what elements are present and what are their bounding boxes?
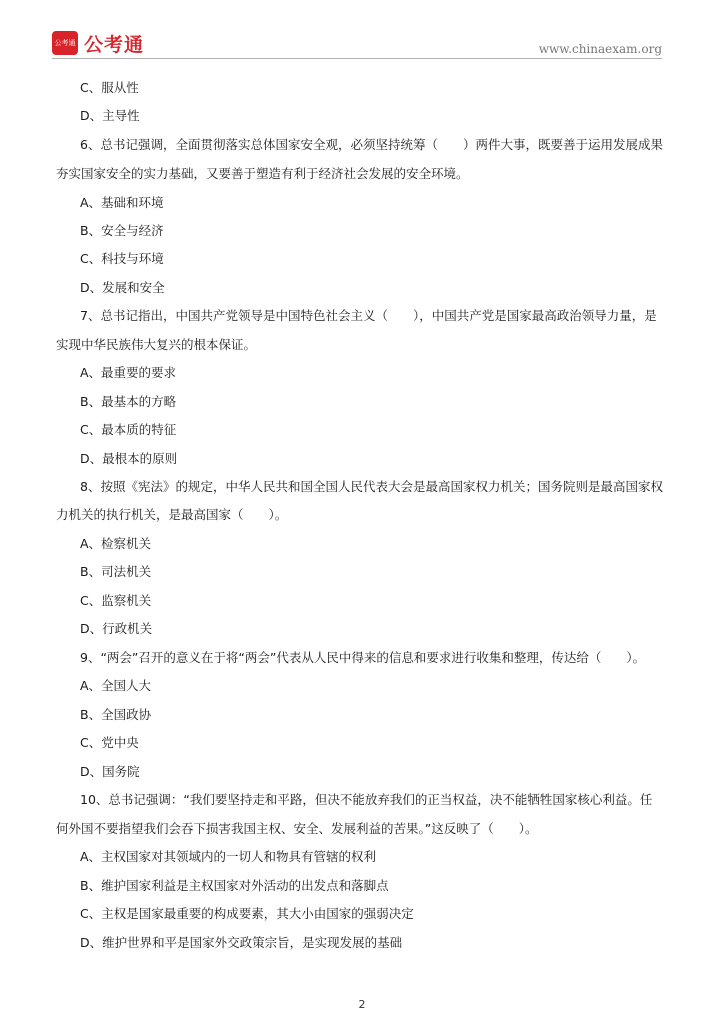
option-line: D、发展和安全: [80, 280, 165, 295]
option-line: A、基础和环境: [80, 195, 164, 210]
option-line: C、监察机关: [80, 593, 152, 608]
option-line: D、最根本的原则: [80, 451, 178, 466]
option-line: B、维护国家利益是主权国家对外活动的出发点和落脚点: [80, 878, 389, 893]
question-line: 9、“两会”召开的意义在于将“两会”代表从人民中得来的信息和要求进行收集和整理，传达给（ ）。: [80, 650, 646, 665]
site-url: www.chinaexam.org: [538, 42, 662, 56]
question-continuation: 实现中华民族伟大复兴的根本保证。: [56, 337, 257, 352]
option-line: A、检察机关: [80, 536, 152, 551]
option-line: A、主权国家对其领域内的一切人和物具有管辖的权利: [80, 849, 377, 864]
option-line: B、安全与经济: [80, 223, 164, 238]
logo-text: 公考通: [84, 34, 145, 56]
option-line: B、全国政协: [80, 707, 152, 722]
page-header: [0, 0, 724, 60]
question-line: 6、总书记强调，全面贯彻落实总体国家安全观，必须坚持统筹（ ）两件大事，既要善于运用发展成果: [80, 137, 663, 152]
option-line: C、主权是国家最重要的构成要素，其大小由国家的强弱决定: [80, 906, 414, 921]
option-line: D、国务院: [80, 764, 140, 779]
question-line: 7、总书记指出，中国共产党领导是中国特色社会主义（ ），中国共产党是国家最高政治领导力量，是: [80, 308, 657, 323]
option-line: C、最本质的特征: [80, 422, 177, 437]
logo-badge-text: 公考通: [54, 39, 76, 47]
option-line: D、维护世界和平是国家外交政策宗旨，是实现发展的基础: [80, 935, 403, 950]
page-number: 2: [358, 998, 366, 1011]
header-divider: [52, 58, 662, 59]
logo-icon: [52, 31, 78, 55]
question-line: 10、总书记强调：“我们要坚持走和平路，但决不能放弃我们的正当权益，决不能牺牲国家核心利益。任: [80, 792, 653, 807]
question-continuation: 何外国不要指望我们会吞下损害我国主权、安全、发展利益的苦果。”这反映了（ ）。: [56, 821, 538, 836]
option-line: B、最基本的方略: [80, 394, 177, 409]
option-line: C、党中央: [80, 735, 139, 750]
question-line: 8、按照《宪法》的规定，中华人民共和国全国人民代表大会是最高国家权力机关；国务院则是最高国家权: [80, 479, 663, 494]
option-line: C、服从性: [80, 80, 139, 95]
option-line: A、最重要的要求: [80, 365, 177, 380]
question-continuation: 夯实国家安全的实力基础，又要善于塑造有利于经济社会发展的安全环境。: [56, 166, 469, 181]
option-line: B、司法机关: [80, 564, 152, 579]
option-line: C、科技与环境: [80, 251, 164, 266]
option-line: A、全国人大: [80, 678, 152, 693]
option-line: D、行政机关: [80, 621, 153, 636]
option-line: D、主导性: [80, 108, 140, 123]
question-continuation: 力机关的执行机关，是最高国家（ ）。: [56, 507, 288, 522]
